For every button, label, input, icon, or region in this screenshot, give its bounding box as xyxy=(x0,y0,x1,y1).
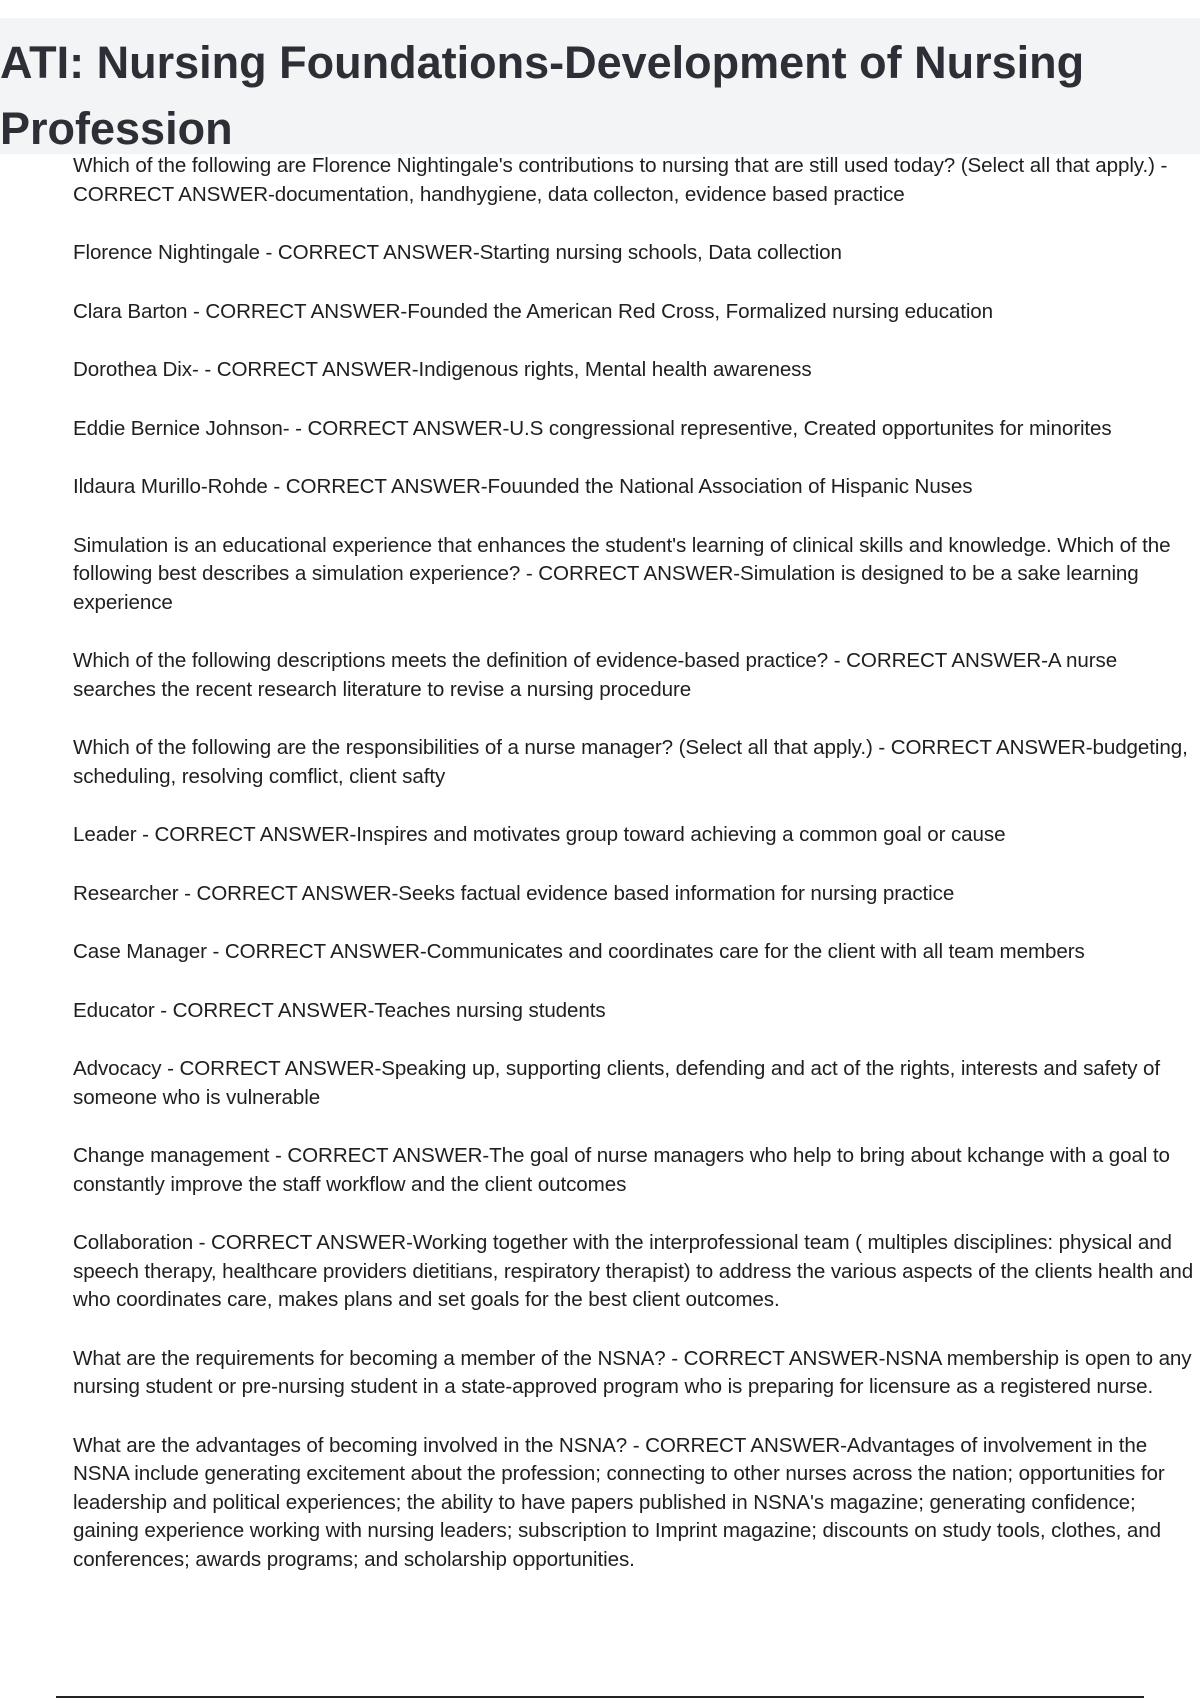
qa-item: Eddie Bernice Johnson- - CORRECT ANSWER-U.S congressional representive, Created opportunites for minorites xyxy=(73,416,1112,440)
qa-item: What are the requirements for becoming a member of the NSNA? - CORRECT ANSWER-NSNA membership is open to any nursing student or pre-nursing student in a state-approved program who is preparing for licensure as a registered nurse. xyxy=(73,1346,1192,1398)
qa-item: Clara Barton - CORRECT ANSWER-Founded the American Red Cross, Formalized nursing education xyxy=(73,299,994,323)
qa-item: Collaboration - CORRECT ANSWER-Working together with the interprofessional team ( multiples disciplines: physical and speech therapy, healthcare providers dietitians, respiratory therapist) to address the various aspects of the clients health and who coordinates care, makes plans and set goals for the best client outcomes. xyxy=(73,1231,1194,1311)
qa-item: Simulation is an educational experience that enhances the student's learning of clinical skills and knowledge. Which of the following best describes a simulation experience? - CORRECT ANSWER-Simulation is designed to be a sake learning experience xyxy=(73,533,1171,614)
qa-list xyxy=(73,152,1198,1604)
bottom-divider xyxy=(56,1696,1144,1698)
qa-item: Advocacy - CORRECT ANSWER-Speaking up, supporting clients, defending and act of the rights, interests and safety of someone who is vulnerable xyxy=(73,1057,1161,1109)
qa-item: Which of the following are the responsibilities of a nurse manager? (Select all that apply.) - CORRECT ANSWER-budgeting, scheduling, resolving comflict, client safty xyxy=(73,736,1188,788)
qa-item: Educator - CORRECT ANSWER-Teaches nursing students xyxy=(73,998,606,1022)
qa-item: Leader - CORRECT ANSWER-Inspires and motivates group toward achieving a common goal or cause xyxy=(73,823,1006,846)
qa-item: Florence Nightingale - CORRECT ANSWER-Starting nursing schools, Data collection xyxy=(73,241,842,264)
qa-item: Researcher - CORRECT ANSWER-Seeks factual evidence based information for nursing practice xyxy=(73,881,955,905)
qa-item: Change management - CORRECT ANSWER-The goal of nurse managers who help to bring about kchange with a goal to constantly improve the staff workflow and the client outcomes xyxy=(73,1144,1170,1196)
qa-item: Which of the following are Florence Nightingale's contributions to nursing that are still used today? (Select all that apply.) - CORRECT ANSWER-documentation, handhygiene, data collecton, evidence based practice xyxy=(73,154,1168,206)
qa-item: What are the advantages of becoming involved in the NSNA? - CORRECT ANSWER-Advantages of involvement in the NSNA include generating excitement about the profession; connecting to other nurses across the nation; opportunities for leadership and political experiences; the ability to have papers published in NSNA's magazine; generating confidence; gaining experience working with nursing leaders; subscription to Imprint magazine; discounts on study tools, clothes, and conferences; awards programs; and scholarship opportunities. xyxy=(73,1433,1165,1571)
title-banner xyxy=(0,18,1200,154)
qa-item: Which of the following descriptions meets the definition of evidence-based practice? - CORRECT ANSWER-A nurse searches the recent research literature to revise a nursing procedure xyxy=(73,649,1118,701)
qa-item: Dorothea Dix- - CORRECT ANSWER-Indigenous rights, Mental health awareness xyxy=(73,358,812,381)
page-title: ATI: Nursing Foundations-Development of Nursing Profession xyxy=(0,37,1085,154)
qa-item: Ildaura Murillo-Rohde - CORRECT ANSWER-Fouunded the National Association of Hispanic Nuses xyxy=(73,475,973,498)
qa-item: Case Manager - CORRECT ANSWER-Communicates and coordinates care for the client with all team members xyxy=(73,940,1085,963)
